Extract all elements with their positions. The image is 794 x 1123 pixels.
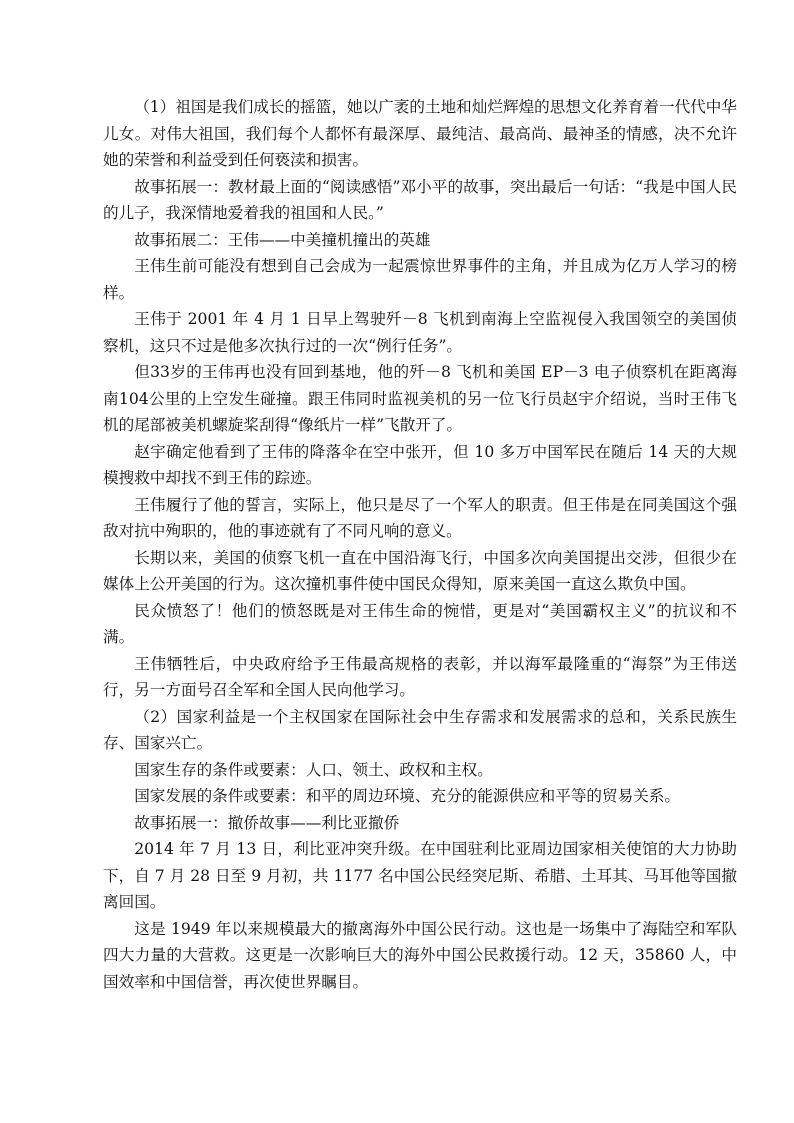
paragraph-2: 故事拓展一：教材最上面的“阅读感悟”邓小平的故事，突出最后一句话：“我是中国人民的儿子，我深情地爱着我的祖国和人民。” [103, 177, 737, 222]
paragraph-1: （1）祖国是我们成长的摇篮，她以广袤的土地和灿烂辉煌的思想文化养育着一代代中华儿女。对伟大祖国，我们每个人都怀有最深厚、最纯洁、最高尚、最神圣的情感，决不允许她的荣誉和利益受到任何亵渎和损害。 [103, 98, 737, 169]
paragraph-6: 但33岁的王伟再也没有回到基地，他的歼－8 飞机和美国 EP－3 电子侦察机在距离海南104公里的上空发生碰撞。跟王伟同时监视美机的另一位飞行员赵宇介绍说，当时王伟飞机的尾部被美机螺旋桨刮得“像纸片一样”飞散开了。 [103, 363, 737, 434]
paragraph-14: 国家发展的条件或要素：和平的周边环境、充分的能源供应和平等的贸易关系。 [134, 787, 680, 805]
paragraph-17: 这是 1949 年以来规模最大的撤离海外中国公民行动。这也是一场集中了海陆空和军队四大力量的大营救。这更是一次影响巨大的海外中国公民救援行动。12 天，35860 人，中国效率和中国信誉，再次使世界瞩目。 [103, 919, 737, 991]
paragraph-11: 王伟牺牲后，中央政府给予王伟最高规格的表彰，并以海军最隆重的“海祭”为王伟送行，另一方面号召全军和全国人民向他学习。 [103, 654, 737, 699]
paragraph-15: 故事拓展一：撤侨故事——利比亚撤侨 [134, 813, 400, 832]
paragraph-4: 王伟生前可能没有想到自己会成为一起震惊世界事件的主角，并且成为亿万人学习的榜样。 [103, 257, 737, 302]
paragraph-3: 故事拓展二：王伟——中美撞机撞出的英雄 [134, 230, 431, 249]
paragraph-12: （2）国家利益是一个主权国家在国际社会中生存需求和发展需求的总和，关系民族生存、国家兴亡。 [103, 707, 737, 752]
paragraph-5: 王伟于 2001 年 4 月 1 日早上驾驶歼－8 飞机到南海上空监视侵入我国领空的美国侦察机，这只不过是他多次执行过的一次“例行任务”。 [103, 310, 737, 355]
paragraph-13: 国家生存的条件或要素：人口、领土、政权和主权。 [134, 760, 493, 779]
document-body [103, 94, 737, 995]
paragraph-7: 赵宇确定他看到了王伟的降落伞在空中张开，但 10 多万中国军民在随后 14 天的大规模搜救中却找不到王伟的踪迹。 [103, 442, 737, 487]
paragraph-8: 王伟履行了他的誓言，实际上，他只是尽了一个军人的职责。但王伟是在同美国这个强敌对抗中殉职的，他的事迹就有了不同凡响的意义。 [103, 495, 737, 540]
paragraph-9: 长期以来，美国的侦察飞机一直在中国沿海飞行，中国多次向美国提出交涉，但很少在媒体上公开美国的行为。这次撞机事件使中国民众得知，原来美国一直这么欺负中国。 [103, 548, 737, 593]
paragraph-16: 2014 年 7 月 13 日，利比亚冲突升级。在中国驻利比亚周边国家相关使馆的大力协助下，自 7 月 28 日至 9 月初，共 1177 名中国公民经突尼斯、希腊、土耳其、马耳他等国撤离回国。 [103, 840, 737, 911]
paragraph-10: 民众愤怒了！他们的愤怒既是对王伟生命的惋惜，更是对“美国霸权主义”的抗议和不满。 [103, 601, 737, 646]
